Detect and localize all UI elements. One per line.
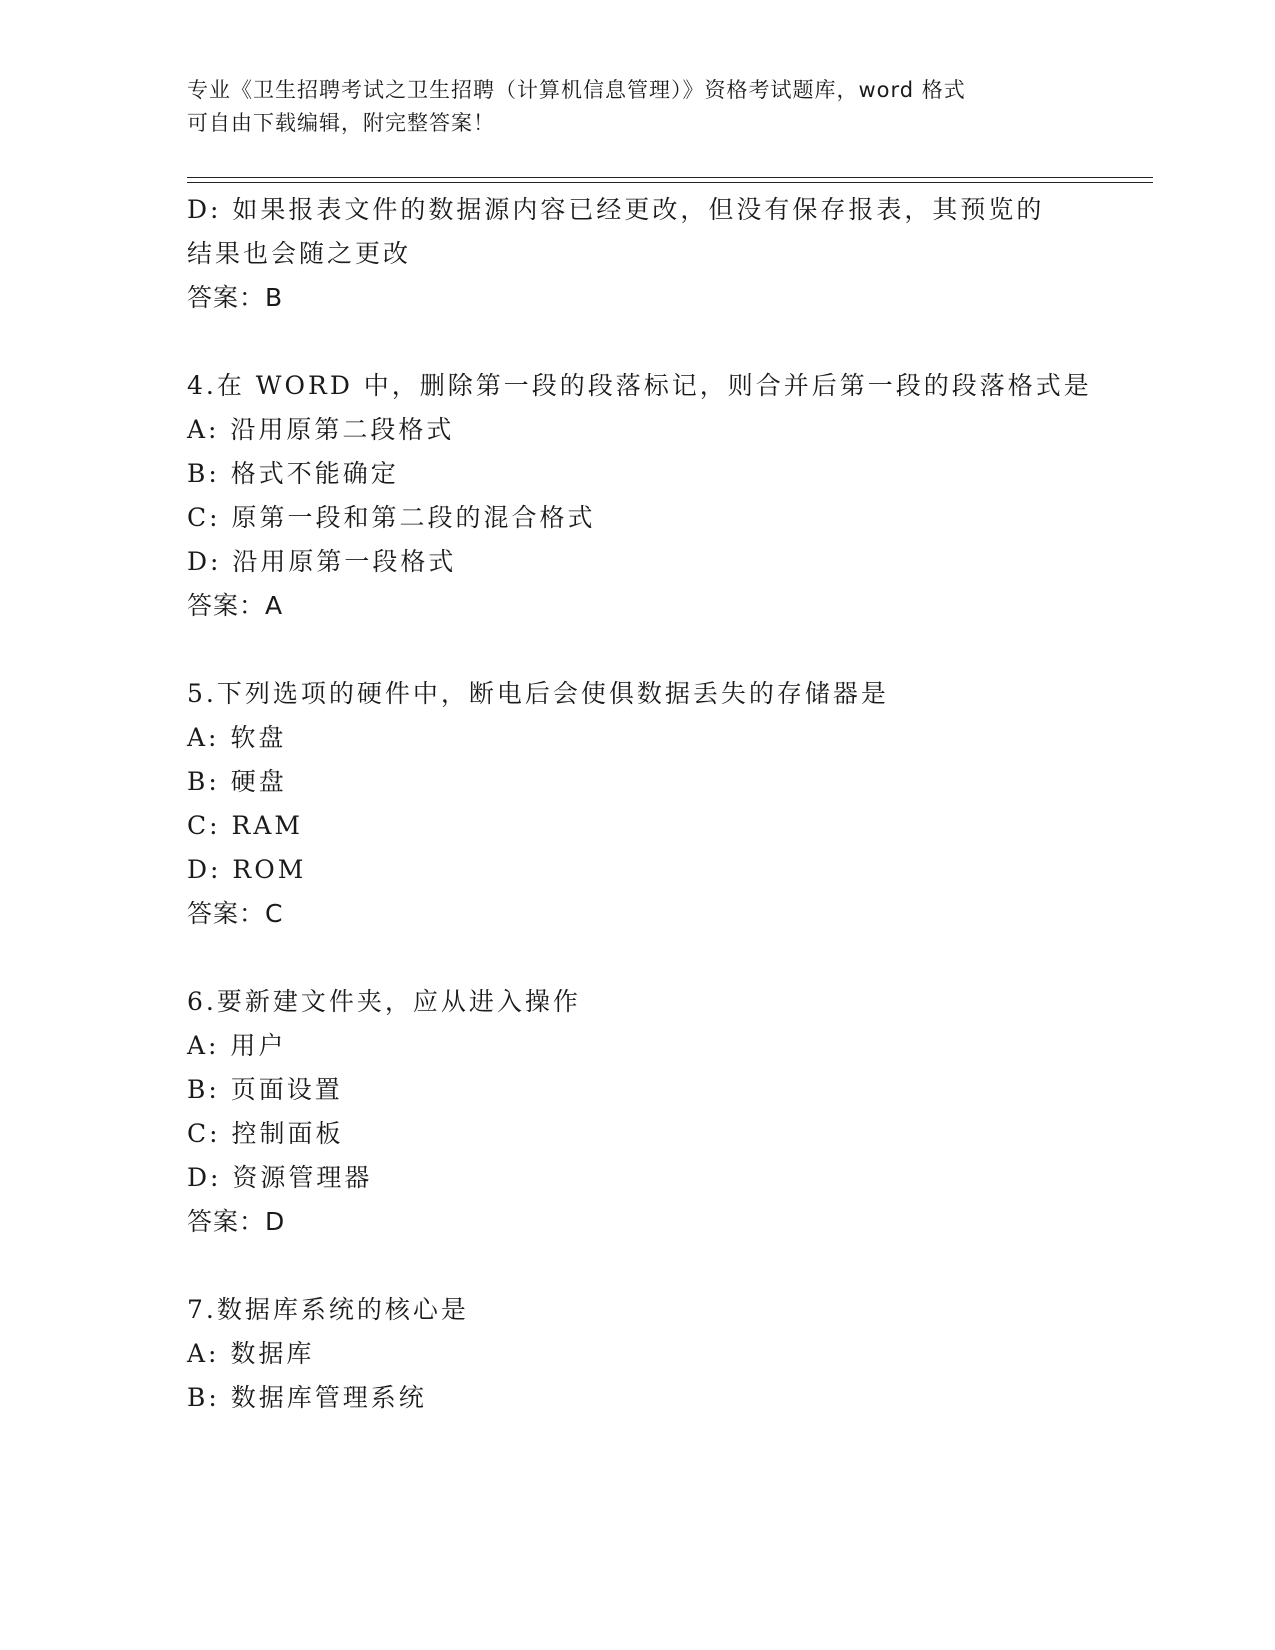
question-stem: 5.下列选项的硬件中，断电后会使俱数据丢失的存储器是 [187,679,889,708]
question-6 [187,980,1087,1244]
question-stem: 4.在 WORD 中，删除第一段的段落标记，则合并后第一段的段落格式是 [187,371,1092,400]
header-divider-bottom [187,182,1153,183]
option-a: A: 软盘 [187,723,287,752]
option-a: A: 沿用原第二段格式 [187,415,455,444]
option-d-line-1: D: 如果报表文件的数据源内容已经更改，但没有保存报表，其预览的 [187,195,1045,224]
option-c: C: RAM [187,811,303,840]
spacer [187,320,1087,364]
question-7 [187,1288,1087,1420]
option-b: B: 数据库管理系统 [187,1383,427,1412]
option-b: B: 硬盘 [187,767,287,796]
option-d: D: ROM [187,855,307,884]
answer-line: 答案：C [187,899,284,928]
option-a: A: 数据库 [187,1339,315,1368]
document-header [187,74,1067,140]
carryover-question [187,188,1087,320]
question-stem: 7.数据库系统的核心是 [187,1295,469,1324]
answer-line: 答案：B [187,283,284,312]
option-b: B: 页面设置 [187,1075,343,1104]
option-d-line-2: 结果也会随之更改 [187,239,412,268]
header-line-2: 可自由下载编辑，附完整答案！ [187,111,495,135]
spacer [187,936,1087,980]
option-c: C: 控制面板 [187,1119,344,1148]
option-b: B: 格式不能确定 [187,459,399,488]
answer-line: 答案：A [187,591,284,620]
option-d: D: 资源管理器 [187,1163,373,1192]
document-body [187,188,1092,1420]
question-stem: 6.要新建文件夹，应从进入操作 [187,987,581,1016]
option-c: C: 原第一段和第二段的混合格式 [187,503,596,532]
answer-line: 答案：D [187,1207,286,1236]
question-5 [187,672,1087,936]
header-divider-top [187,177,1153,178]
spacer [187,1244,1087,1288]
header-line-1: 专业《卫生招聘考试之卫生招聘（计算机信息管理）》资格考试题库，word 格式 [187,78,966,102]
option-d: D: 沿用原第一段格式 [187,547,457,576]
option-a: A: 用户 [187,1031,287,1060]
spacer [187,628,1087,672]
question-4 [187,364,1092,628]
